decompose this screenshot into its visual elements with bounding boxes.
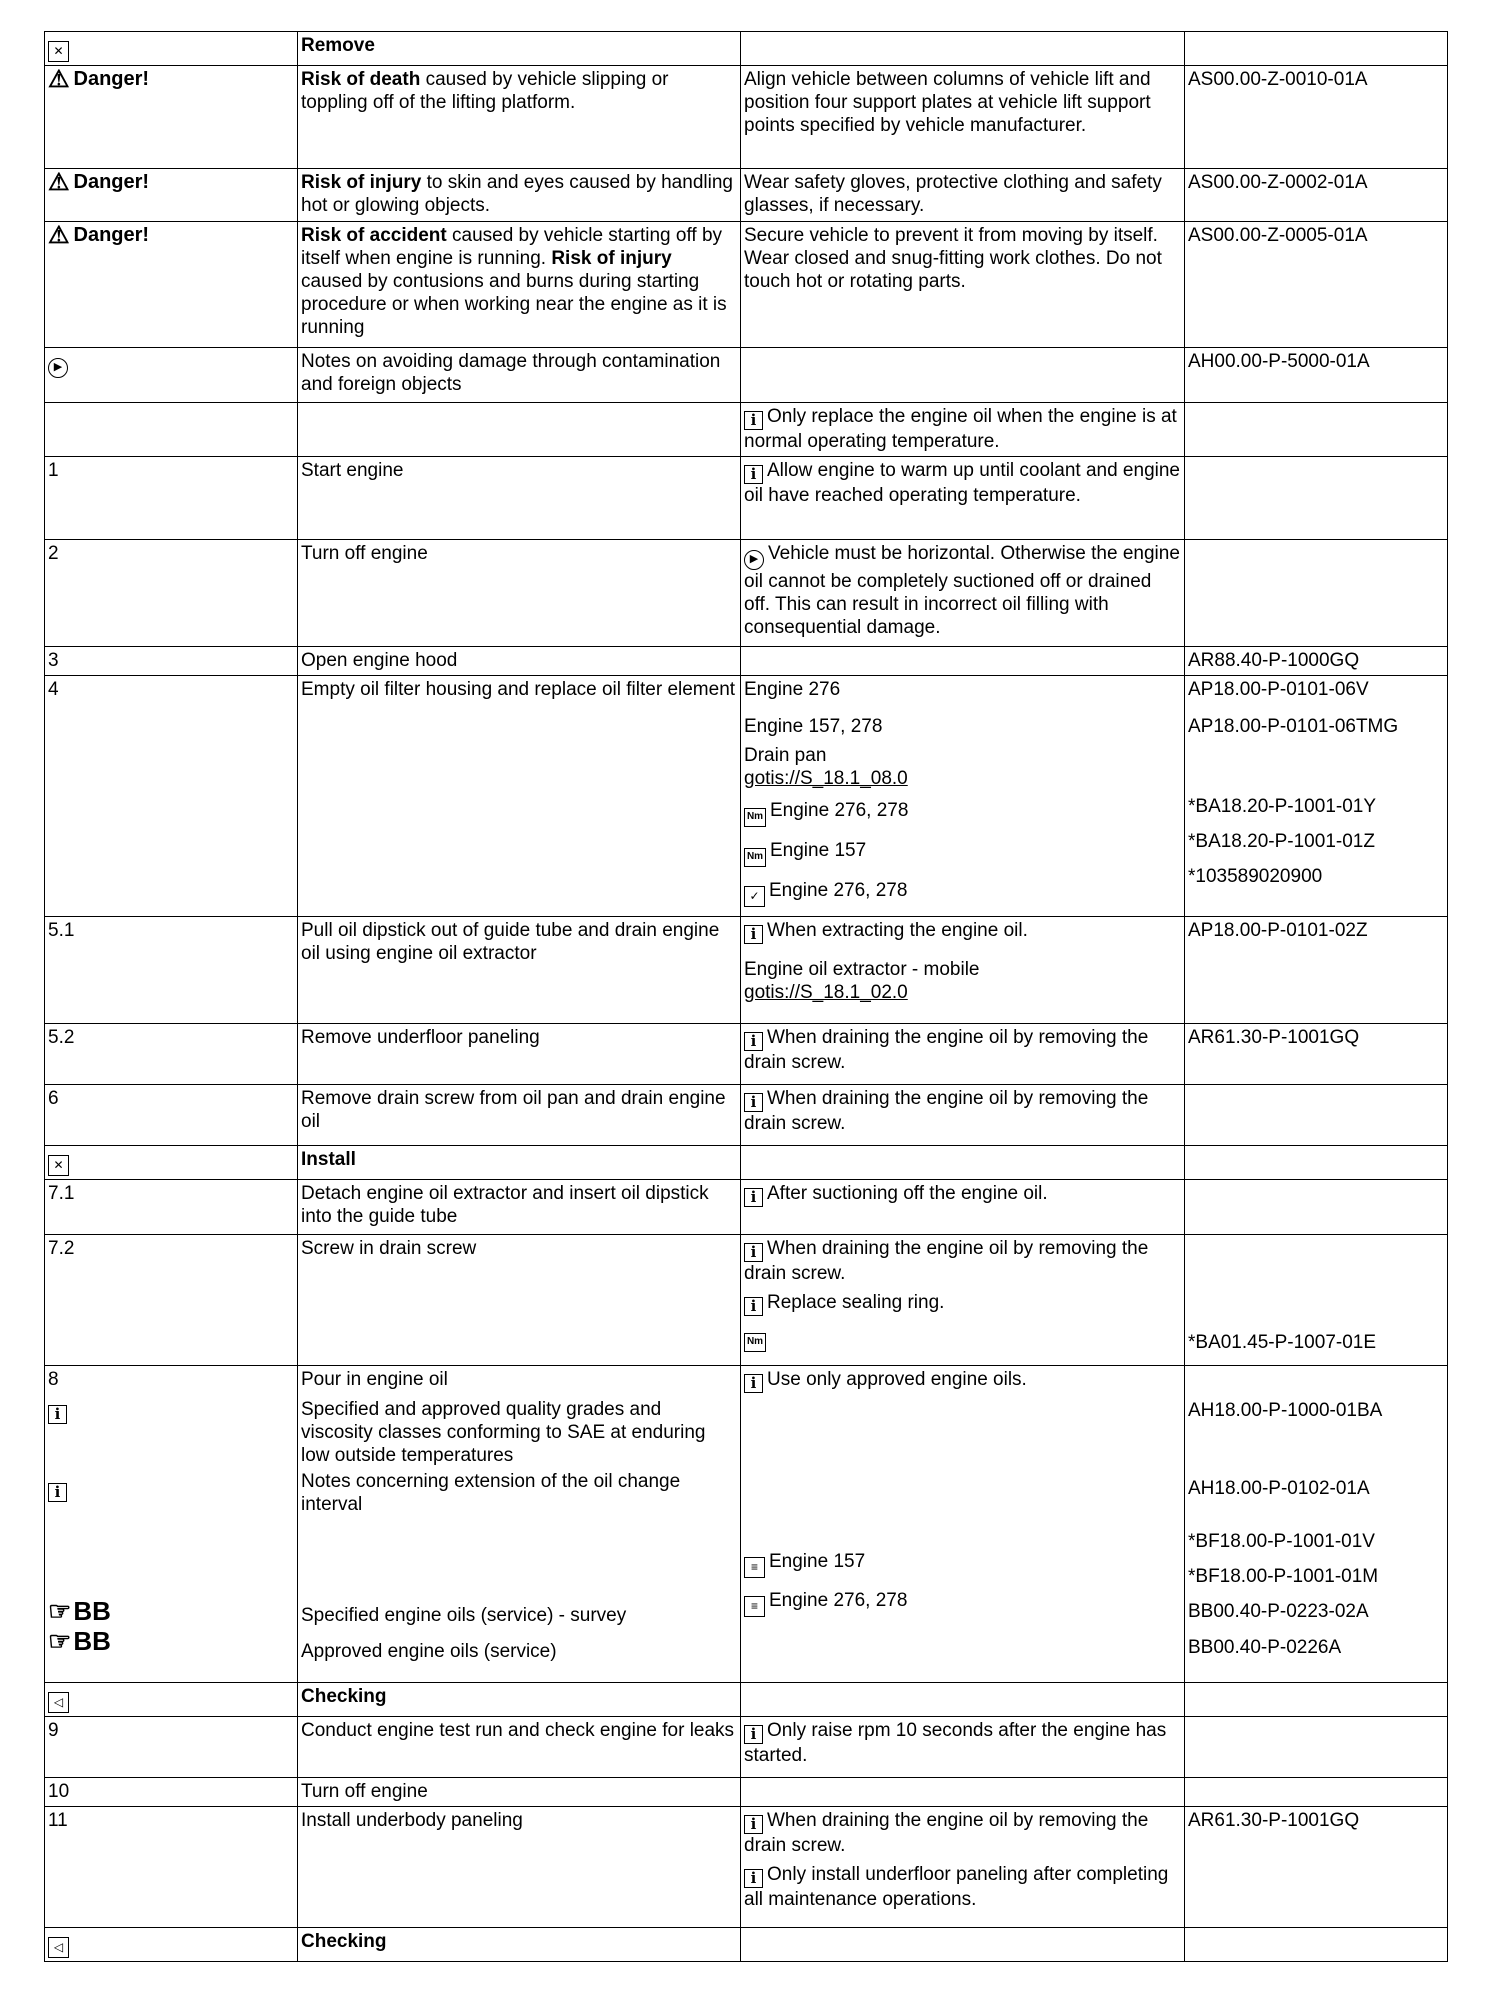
section-heading-remove: Remove xyxy=(298,32,741,66)
table-row xyxy=(45,222,1448,348)
table-row xyxy=(45,32,1448,66)
step-number: 7.2 xyxy=(45,1235,298,1366)
danger-label: Danger! xyxy=(73,224,150,246)
note-text: Only raise rpm 10 seconds after the engine has started. xyxy=(744,1720,1167,1766)
table-row xyxy=(45,917,1448,1024)
section-heading-checking: Checking xyxy=(298,1928,741,1962)
section-heading-checking: Checking xyxy=(298,1683,741,1717)
note-text: Allow engine to warm up until coolant and engine oil have reached operating temperature. xyxy=(744,460,1180,506)
table-row xyxy=(45,66,1448,169)
install-symbol-icon: ✕ xyxy=(48,1155,69,1176)
table-row xyxy=(45,1085,1448,1146)
engine-variant: Engine 157 xyxy=(769,1551,866,1572)
note-text: When draining the engine oil by removing the drain screw. xyxy=(744,1810,1149,1856)
step-number: 5.2 xyxy=(45,1024,298,1085)
table-row xyxy=(45,1146,1448,1180)
table-row xyxy=(45,169,1448,222)
risk-title: Risk of accident xyxy=(301,225,447,246)
service-sheet-icon: ≡ xyxy=(744,1596,765,1617)
danger-label: Danger! xyxy=(73,68,150,90)
info-icon: i xyxy=(744,1297,763,1316)
step-text: Remove underfloor paneling xyxy=(298,1024,741,1085)
table-row xyxy=(45,676,1448,917)
step-number: 11 xyxy=(45,1807,298,1928)
step-text: Install underbody paneling xyxy=(298,1807,741,1928)
table-row xyxy=(45,348,1448,403)
document-reference-link[interactable]: *BF18.00-P-1001-01V xyxy=(1188,1531,1375,1552)
document-reference-link[interactable]: AS00.00-Z-0002-01A xyxy=(1185,169,1448,222)
step-number: 8 xyxy=(48,1369,59,1390)
note-text: When draining the engine oil by removing the drain screw. xyxy=(744,1088,1149,1134)
document-reference-link[interactable]: AR61.30-P-1001GQ xyxy=(1185,1024,1448,1085)
step-number: 1 xyxy=(45,457,298,540)
table-row xyxy=(45,1807,1448,1928)
step-text: Screw in drain screw xyxy=(298,1235,741,1366)
tool-link[interactable]: gotis://S_18.1_02.0 xyxy=(744,982,908,1003)
note-text: Use only approved engine oils. xyxy=(767,1369,1027,1390)
hand-pointer-icon: ☞ xyxy=(48,1626,72,1656)
info-icon: i xyxy=(744,1869,763,1888)
instruction-text: Align vehicle between columns of vehicle lift and position four support plates at vehicle lift support points specified by vehicle manufacturer. xyxy=(741,66,1185,169)
warning-triangle-icon: ⚠ xyxy=(48,221,70,249)
tool-name: Engine oil extractor - mobile xyxy=(744,959,980,980)
step-text: Turn off engine xyxy=(298,540,741,647)
info-icon: i xyxy=(744,1032,763,1051)
step-text: Specified and approved quality grades and viscosity classes conforming to SAE at enduring low outside temperatures xyxy=(301,1399,706,1466)
engine-variant: Engine 157, 278 xyxy=(744,716,883,737)
engine-variant: Engine 276, 278 xyxy=(770,800,909,821)
document-reference-link[interactable]: BB00.40-P-0226A xyxy=(1188,1637,1342,1658)
table-row xyxy=(45,1717,1448,1778)
step-text: Pour in engine oil xyxy=(301,1369,448,1390)
document-reference-link[interactable]: AP18.00-P-0101-02Z xyxy=(1185,917,1448,1024)
table-row xyxy=(45,403,1448,457)
step-text: Notes on avoiding damage through contamination and foreign objects xyxy=(298,348,741,403)
document-reference-link[interactable]: *BF18.00-P-1001-01M xyxy=(1188,1566,1379,1587)
checking-symbol-icon: ◁ xyxy=(48,1937,69,1958)
step-text: Empty oil filter housing and replace oil filter element xyxy=(298,676,741,917)
step-text: Detach engine oil extractor and insert oil dipstick into the guide tube xyxy=(298,1180,741,1235)
document-reference-link[interactable]: AH00.00-P-5000-01A xyxy=(1185,348,1448,403)
info-icon: i xyxy=(744,465,763,484)
info-icon: i xyxy=(744,1243,763,1262)
instruction-text: Wear closed and snug-fitting work clothes. Do not touch hot or rotating parts. xyxy=(744,248,1162,292)
risk-text: to skin and eyes caused by handling hot or glowing objects. xyxy=(301,172,733,216)
info-icon: i xyxy=(744,411,763,430)
table-row xyxy=(45,1683,1448,1717)
step-number: 5.1 xyxy=(45,917,298,1024)
document-reference-link[interactable]: *BA01.45-P-1007-01E xyxy=(1188,1332,1377,1353)
service-sheet-icon: ≡ xyxy=(744,1557,765,1578)
step-text: Remove drain screw from oil pan and drain engine oil xyxy=(298,1085,741,1146)
info-icon: i xyxy=(744,1188,763,1207)
info-icon: i xyxy=(48,1405,67,1424)
document-reference-link[interactable]: AH18.00-P-1000-01BA xyxy=(1188,1400,1383,1421)
info-icon: i xyxy=(48,1483,67,1502)
info-icon: i xyxy=(744,1725,763,1744)
part-number: *103589020900 xyxy=(1188,866,1323,887)
procedure-table xyxy=(44,31,1448,1962)
remove-symbol-icon: ✕ xyxy=(48,41,69,62)
warning-triangle-icon: ⚠ xyxy=(48,168,70,196)
step-number: 2 xyxy=(45,540,298,647)
step-number: 7.1 xyxy=(45,1180,298,1235)
info-icon: i xyxy=(744,1374,763,1393)
section-heading-install: Install xyxy=(298,1146,741,1180)
hand-pointer-icon: ☞ xyxy=(48,1596,72,1626)
risk-text: caused by vehicle starting off by itself when engine is running. xyxy=(301,225,723,269)
torque-icon: Nm xyxy=(744,808,766,827)
note-text: When draining the engine oil by removing the drain screw. xyxy=(744,1238,1149,1284)
engine-variant: Engine 276, 278 xyxy=(769,1590,908,1611)
damage-note-icon: ▶ xyxy=(48,358,68,378)
risk-title: Risk of death xyxy=(301,69,421,90)
risk-title: Risk of injury xyxy=(551,248,672,269)
note-text: When draining the engine oil by removing the drain screw. xyxy=(744,1027,1149,1073)
info-icon: i xyxy=(744,1093,763,1112)
note-text: Vehicle must be horizontal. Otherwise the engine oil cannot be completely suctioned off or drained off. This can result in incorrect oil filling with consequential damage. xyxy=(744,543,1180,638)
table-row xyxy=(45,647,1448,676)
note-text: Only install underfloor paneling after completing all maintenance operations. xyxy=(744,1864,1169,1910)
table-row xyxy=(45,1180,1448,1235)
table-row xyxy=(45,1928,1448,1962)
tool-link[interactable]: gotis://S_18.1_08.0 xyxy=(744,768,908,789)
bb-label: BB xyxy=(73,1596,111,1626)
document-reference-link[interactable]: AH18.00-P-0102-01A xyxy=(1188,1478,1370,1499)
step-number: 4 xyxy=(45,676,298,917)
note-text: Only replace the engine oil when the engine is at normal operating temperature. xyxy=(744,406,1177,452)
document-reference-link[interactable]: AR88.40-P-1000GQ xyxy=(1185,647,1448,676)
step-number: 10 xyxy=(45,1778,298,1807)
engine-variant: Engine 276 xyxy=(744,679,841,700)
step-text: Start engine xyxy=(298,457,741,540)
instruction-text: Wear safety gloves, protective clothing and safety glasses, if necessary. xyxy=(741,169,1185,222)
info-icon: i xyxy=(744,925,763,944)
step-text: Open engine hood xyxy=(298,647,741,676)
risk-title: Risk of injury xyxy=(301,172,422,193)
step-text: Approved engine oils (service) xyxy=(301,1641,557,1662)
document-reference-link[interactable]: AP18.00-P-0101-06TMG xyxy=(1188,716,1399,737)
step-text: Conduct engine test run and check engine for leaks xyxy=(298,1717,741,1778)
instruction-text: Secure vehicle to prevent it from moving by itself. xyxy=(744,225,1158,246)
document-reference-link[interactable]: *BA18.20-P-1001-01Z xyxy=(1188,831,1375,852)
torque-icon: Nm xyxy=(744,848,766,867)
table-row xyxy=(45,457,1448,540)
document-reference-link[interactable]: AS00.00-Z-0005-01A xyxy=(1185,222,1448,348)
part-icon: ✓ xyxy=(744,886,765,907)
document-reference-link[interactable]: AP18.00-P-0101-06V xyxy=(1188,679,1369,700)
engine-variant: Engine 157 xyxy=(770,840,867,861)
step-text: Notes concerning extension of the oil change interval xyxy=(301,1471,681,1515)
document-reference-link[interactable]: BB00.40-P-0223-02A xyxy=(1188,1601,1369,1622)
table-row xyxy=(45,1024,1448,1085)
info-icon: i xyxy=(744,1815,763,1834)
table-row xyxy=(45,1778,1448,1807)
step-text: Pull oil dipstick out of guide tube and drain engine oil using engine oil extractor xyxy=(298,917,741,1024)
note-text: After suctioning off the engine oil. xyxy=(767,1183,1048,1204)
risk-text: caused by contusions and burns during starting procedure or when working near the engine as it is running xyxy=(301,271,727,338)
document-reference-link[interactable]: AR61.30-P-1001GQ xyxy=(1185,1807,1448,1928)
danger-label: Danger! xyxy=(73,171,150,193)
tool-name: Drain pan xyxy=(744,745,827,766)
note-text: When extracting the engine oil. xyxy=(767,920,1028,941)
checking-symbol-icon: ◁ xyxy=(48,1692,69,1713)
warning-triangle-icon: ⚠ xyxy=(48,65,70,93)
damage-note-icon: ▶ xyxy=(744,550,764,570)
step-text: Turn off engine xyxy=(298,1778,741,1807)
document-reference-link[interactable]: *BA18.20-P-1001-01Y xyxy=(1188,796,1377,817)
step-text: Specified engine oils (service) - survey xyxy=(301,1605,627,1626)
table-row xyxy=(45,540,1448,647)
table-row xyxy=(45,1235,1448,1366)
torque-icon: Nm xyxy=(744,1333,766,1352)
engine-variant: Engine 276, 278 xyxy=(769,880,908,901)
step-number: 3 xyxy=(45,647,298,676)
note-text: Replace sealing ring. xyxy=(767,1292,945,1313)
step-number: 9 xyxy=(45,1717,298,1778)
table-row xyxy=(45,1366,1448,1683)
bb-label: BB xyxy=(73,1626,111,1656)
document-reference-link[interactable]: AS00.00-Z-0010-01A xyxy=(1185,66,1448,169)
step-number: 6 xyxy=(45,1085,298,1146)
risk-text: caused by vehicle slipping or toppling off of the lifting platform. xyxy=(301,69,669,113)
